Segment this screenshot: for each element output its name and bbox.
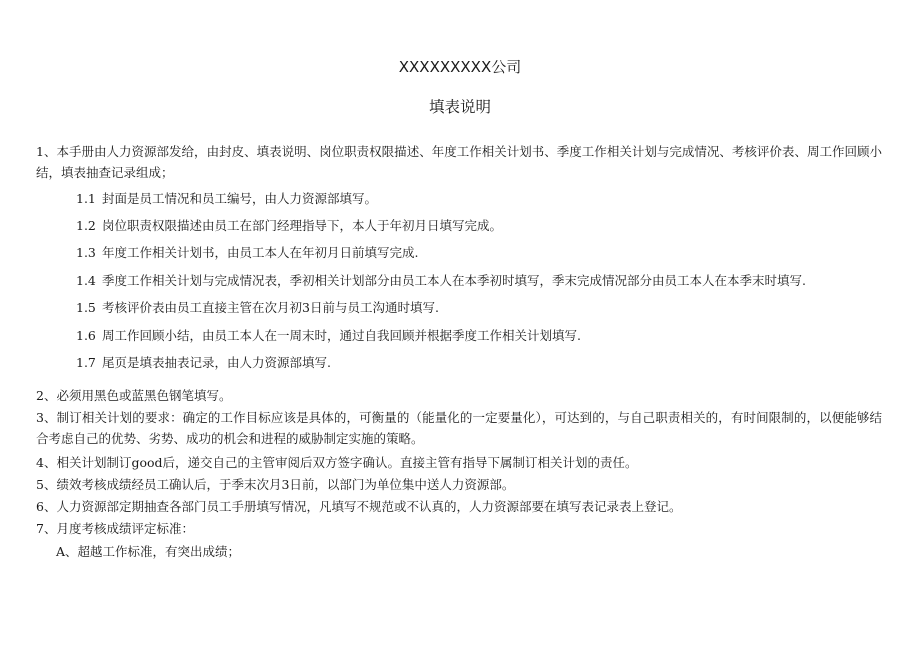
sub-item-text: 年度工作相关计划书，由员工本人在年初月日前填写完成. [101,245,419,260]
sub-item-1-5 [76,297,876,318]
sub-item-text: 周工作回顾小结，由员工本人在一周末时，通过自我回顾并根据季度工作相关计划填写. [101,328,581,343]
sub-item-1-4 [76,270,876,291]
sub-item-number: 1.7 [76,355,96,370]
sub-item-number: 1.2 [76,218,96,233]
item-2: 2、必须用黑色或蓝黑色钢笔填写。 [36,388,232,403]
sub-item-text: 考核评价表由员工直接主管在次月初3日前与员工沟通时填写. [101,300,439,315]
sub-item-number: 1.5 [76,300,96,315]
sub-item-text: 岗位职责权限描述由员工在部门经理指导下，本人于年初月日填写完成。 [101,218,502,233]
item-4: 4、相关计划制订good后，递交自己的主管审阅后双方签字确认。直接主管有指导下属制订相关计划的责任。 [36,455,638,470]
item-7-a: A、超越工作标准，有突出成绩； [56,544,241,559]
sub-item-1-2 [76,215,876,236]
item-3: 3、制订相关计划的要求：确定的工作目标应该是具体的，可衡量的（能量化的一定要量化），可达到的，与自己职责相关的，有时间限制的，以便能够结合考虑自己的优势、劣势、成功的机会和进程的威胁制定实施的策略。 [36,410,882,446]
sub-item-1-6 [76,325,876,346]
sub-item-text: 季度工作相关计划与完成情况表，季初相关计划部分由员工本人在本季初时填写，季末完成情况部分由员工本人在本季末时填写. [101,273,806,288]
page-heading: 填表说明 [428,98,491,116]
sub-item-1-7 [76,352,876,373]
sub-item-number: 1.4 [76,273,96,288]
sub-item-text: 封面是员工情况和员工编号，由人力资源部填写。 [101,191,377,206]
sub-item-number: 1.3 [76,245,96,260]
sub-item-number: 1.1 [76,191,96,206]
item-7: 7、月度考核成绩评定标准： [36,521,194,536]
sub-item-text: 尾页是填表抽表记录，由人力资源部填写. [101,355,331,370]
item-1: 1、本手册由人力资源部发给，由封皮、填表说明、岗位职责权限描述、年度工作相关计划书、季度工作相关计划与完成情况、考核评价表、周工作回顾小结，填表抽查记录组成； [36,144,882,180]
sub-item-number: 1.6 [76,328,96,343]
item-5: 5、绩效考核成绩经员工确认后，于季末次月3日前，以部门为单位集中送人力资源部。 [36,477,515,492]
item-6: 6、人力资源部定期抽查各部门员工手册填写情况，凡填写不规范或不认真的，人力资源部要在填写表记录表上登记。 [36,499,682,514]
sub-item-1-3 [76,242,876,263]
company-name: XXXXXXXXX公司 [398,58,522,76]
sub-item-1-1 [76,188,876,209]
